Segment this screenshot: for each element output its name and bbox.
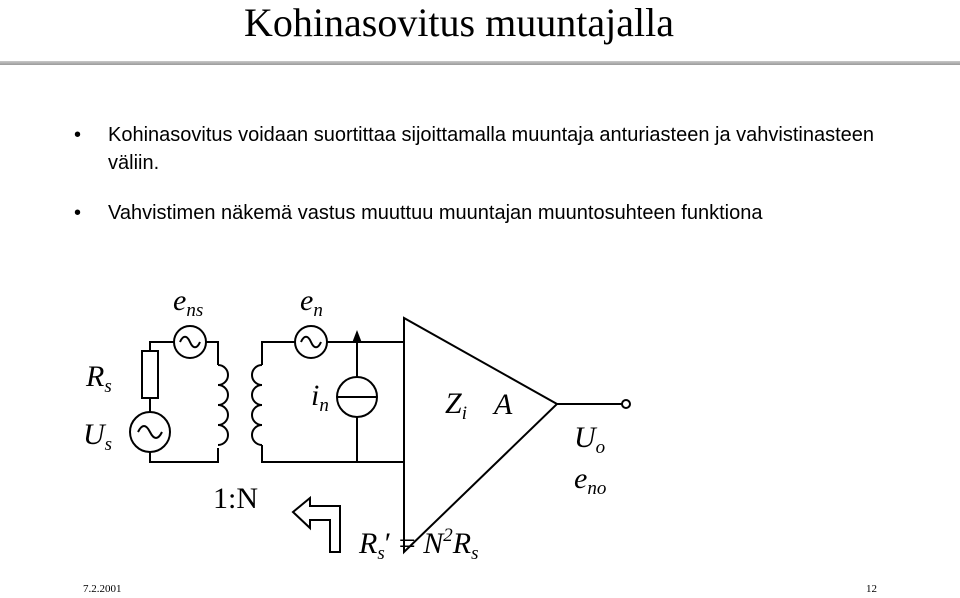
label-rs: Rs	[86, 360, 112, 397]
impedance-arrow-icon	[293, 498, 340, 552]
primary-coil	[218, 365, 228, 445]
footer-date: 7.2.2001	[83, 583, 122, 595]
secondary-coil	[252, 365, 262, 445]
output-terminal	[622, 400, 630, 408]
source-tilde	[138, 426, 162, 438]
current-arrow-icon	[352, 330, 362, 343]
bullet-dot: •	[74, 202, 82, 224]
footer-page-number: 12	[866, 583, 877, 595]
label-formula: Rs′ = N2Rs	[359, 525, 479, 564]
source-resistor	[142, 351, 158, 398]
amplifier-triangle	[404, 318, 557, 552]
label-en: en	[300, 284, 323, 321]
source-loop-wires	[150, 342, 218, 462]
slide-title: Kohinasovitus muuntajalla	[244, 0, 674, 45]
label-eno: eno	[574, 462, 607, 499]
label-ratio: 1:N	[213, 482, 258, 515]
label-us: Us	[83, 418, 113, 455]
bullet-dot: •	[74, 124, 82, 146]
bullet-2-text: Vahvistimen näkemä vastus muuttuu muuntajan muuntosuhteen funktiona	[108, 202, 763, 224]
label-zi: Zi	[445, 387, 467, 424]
label-in: in	[311, 379, 329, 416]
label-amp: A	[494, 388, 513, 421]
label-ens: ens	[173, 284, 204, 321]
label-uo: Uo	[574, 421, 606, 458]
bullet-1-text: Kohinasovitus voidaan suortittaa sijoittamalla muuntaja anturiasteen ja vahvistinasteen väliin.	[108, 124, 875, 174]
